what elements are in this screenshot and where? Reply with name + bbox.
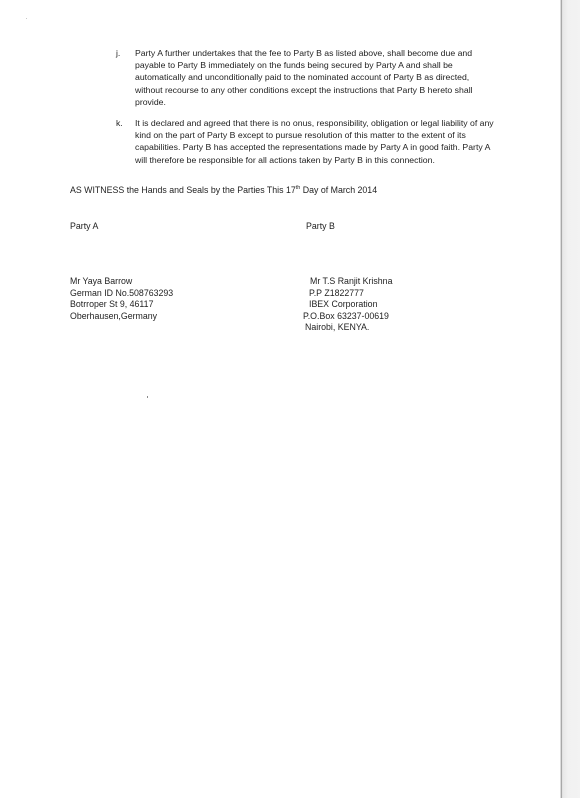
clause-marker: k. [116, 118, 123, 128]
address-line: German ID No.508763293 [70, 287, 174, 298]
clause-marker: j. [116, 48, 121, 58]
address-line: Mr T.S Ranjit Krishna [310, 276, 393, 286]
clause-text: Party A further undertakes that the fee to Party B as listed above, shall become due and payable to Party B immediately on the funds being secured by Party A and shall be automatically and unconditionally paid to the nominated account of Party B as directed, without recourse to any other conditions except the instructions that Party B hereto shall provide. [135, 48, 473, 107]
address-line: Oberhausen,Germany [70, 310, 158, 321]
address-line: Nairobi, KENYA. [305, 322, 370, 332]
address-line: P.P Z1822777 [309, 287, 364, 298]
address-line: Mr Yaya Barrow [70, 276, 133, 286]
address-line: IBEX Corporation [309, 299, 378, 309]
page-edge-line [561, 0, 562, 798]
witness-ordinal-suffix: th [295, 185, 301, 191]
address-line: P.O.Box 63237-00619 [303, 310, 389, 321]
address-line: Botrroper St 9, 46117 [70, 299, 154, 309]
party-a-label: Party A [70, 221, 99, 231]
witness-suffix: Day of March 2014 [300, 185, 378, 195]
witness-statement [70, 184, 430, 196]
scan-speck [147, 396, 148, 398]
scan-speck [26, 18, 27, 19]
clause-k [116, 117, 496, 167]
clause-text: It is declared and agreed that there is no onus, responsibility, obligation or legal liability of any kind on the part of Party B except to pursue resolution of this matter to the extent of its capabilities. Party B has accepted the representations made by Party A in good faith. Party A will therefore be responsible for all actions taken by Party B in this connection. [135, 118, 494, 165]
party-b-label: Party B [306, 221, 335, 231]
witness-prefix: AS WITNESS the Hands and Seals by the Parties This 17 [70, 185, 296, 195]
page-edge-shadow [560, 0, 580, 798]
clause-j [116, 47, 496, 109]
